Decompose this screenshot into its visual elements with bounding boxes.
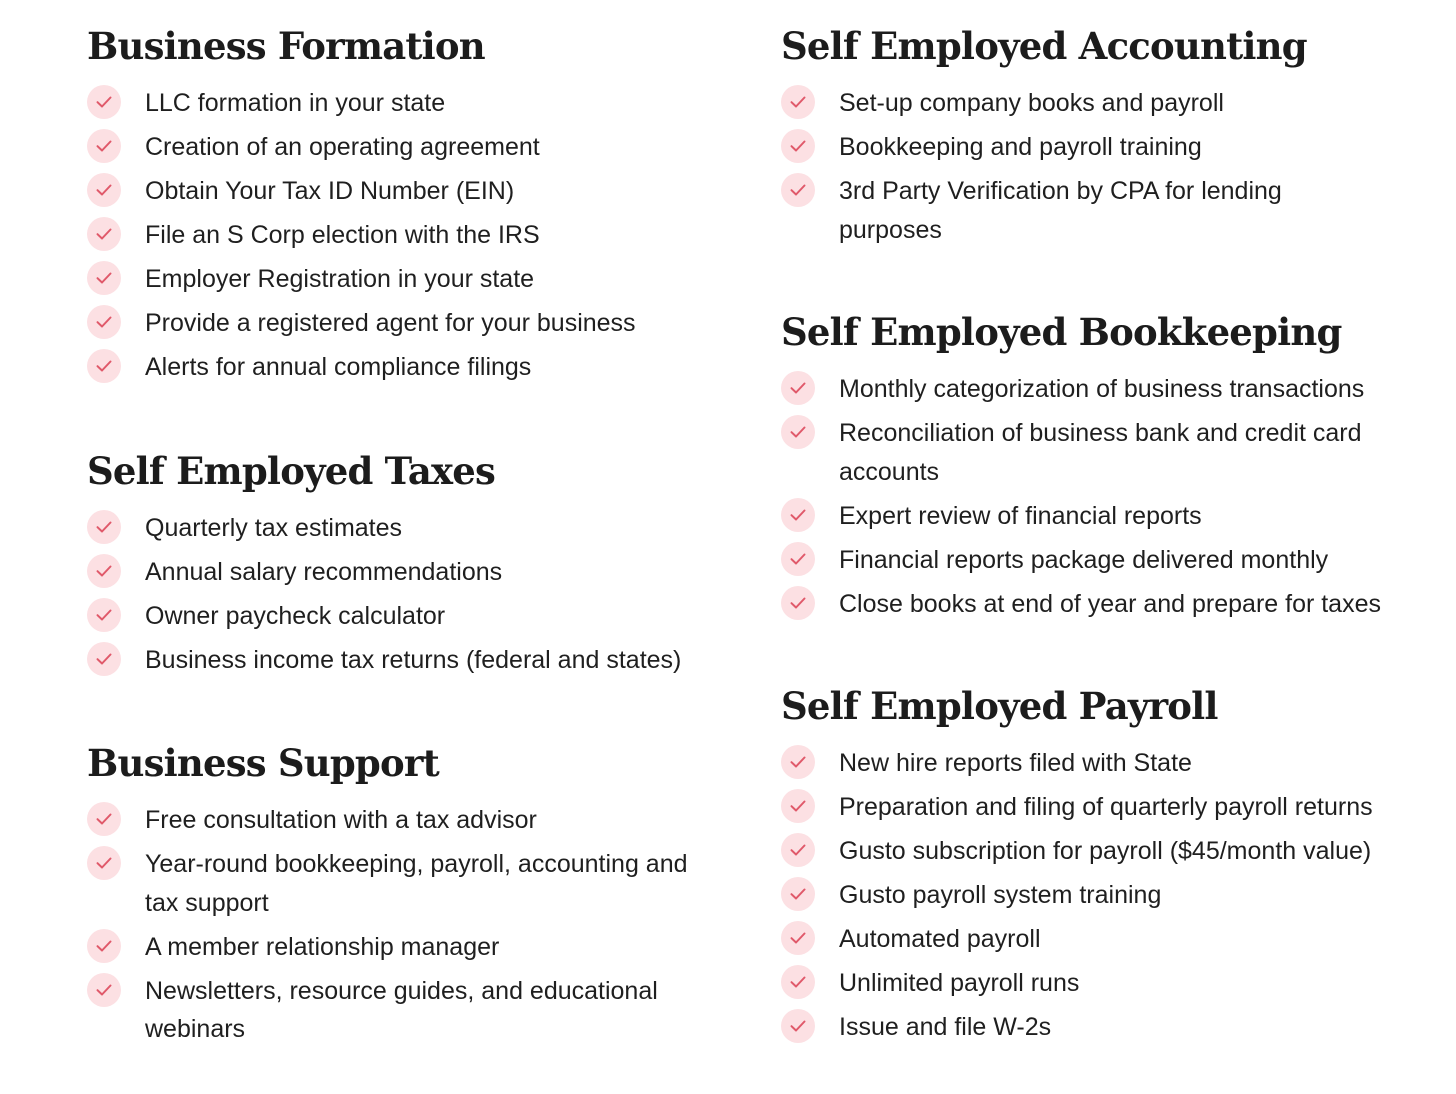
list-item (87, 801, 727, 840)
checkmark-icon (87, 305, 121, 339)
list-item (781, 128, 1381, 167)
feature-list (781, 84, 1381, 249)
list-item-label: Gusto subscription for payroll ($45/month value) (839, 837, 1372, 865)
checkmark-icon (87, 973, 121, 1007)
checkmark-icon (87, 846, 121, 880)
list-item-label: Owner paycheck calculator (145, 602, 446, 630)
list-item-label: Employer Registration in your state (145, 265, 535, 293)
feature-list (87, 84, 727, 387)
checkmark-icon (781, 542, 815, 576)
checkmark-icon (87, 261, 121, 295)
section-title: Self Employed Taxes (87, 449, 496, 493)
list-item-label: Bookkeeping and payroll training (839, 133, 1202, 161)
section-title: Business Formation (87, 24, 485, 68)
list-item-label: File an S Corp election with the IRS (145, 221, 540, 249)
checkmark-icon (87, 85, 121, 119)
list-item-label: Obtain Your Tax ID Number (EIN) (145, 177, 515, 205)
list-item-label: Automated payroll (839, 925, 1041, 953)
list-item (87, 348, 727, 387)
list-item-label: 3rd Party Verification by CPA for lending purposes (839, 177, 1282, 244)
list-item (781, 876, 1441, 915)
list-item (87, 597, 727, 636)
section-title: Self Employed Payroll (781, 684, 1218, 728)
checkmark-icon (781, 586, 815, 620)
list-item (87, 216, 727, 255)
feature-list (87, 509, 727, 680)
list-item (87, 845, 727, 922)
list-item (781, 964, 1441, 1003)
checkmark-icon (781, 415, 815, 449)
list-item-label: Preparation and filing of quarterly payroll returns (839, 793, 1373, 821)
feature-list (781, 370, 1441, 623)
list-item-label: Free consultation with a tax advisor (145, 806, 537, 834)
list-item-label: Newsletters, resource guides, and educational webinars (145, 976, 658, 1043)
section-self-employed-accounting (781, 22, 1381, 255)
list-item (87, 928, 727, 967)
section-self-employed-taxes (87, 447, 727, 685)
checkmark-icon (781, 173, 815, 207)
list-item (781, 541, 1441, 580)
list-item (781, 1008, 1441, 1047)
list-item-label: A member relationship manager (145, 932, 500, 961)
checkmark-icon (87, 129, 121, 163)
checkmark-icon (781, 965, 815, 999)
checkmark-icon (87, 642, 121, 676)
list-item-label: Provide a registered agent for your business (145, 309, 636, 337)
list-item-label: Monthly categorization of business transactions (839, 375, 1365, 403)
list-item-label: Year-round bookkeeping, payroll, accounting and tax support (145, 850, 688, 917)
list-item (781, 84, 1381, 123)
checkmark-icon (781, 789, 815, 823)
checkmark-icon (87, 349, 121, 383)
checkmark-icon (87, 217, 121, 251)
feature-list (87, 801, 727, 1049)
list-item-label: LLC formation in your state (145, 89, 446, 117)
list-item (87, 553, 727, 592)
list-item (781, 920, 1441, 959)
list-item (87, 641, 727, 680)
list-item (87, 509, 727, 548)
list-item (781, 370, 1441, 409)
list-item-label: Quarterly tax estimates (145, 514, 403, 542)
list-item-label: Set-up company books and payroll (839, 89, 1224, 117)
checkmark-icon (781, 1009, 815, 1043)
list-item (781, 744, 1441, 783)
checkmark-icon (781, 877, 815, 911)
checkmark-icon (781, 85, 815, 119)
list-item-label: Business income tax returns (federal and states) (145, 646, 682, 674)
list-item-label: Close books at end of year and prepare for taxes (839, 589, 1381, 618)
list-item (781, 585, 1441, 624)
list-item (87, 304, 727, 343)
checkmark-icon (87, 510, 121, 544)
checkmark-icon (781, 371, 815, 405)
section-title: Business Support (87, 741, 439, 785)
section-business-support (87, 739, 727, 1054)
feature-list (781, 744, 1441, 1047)
section-title: Self Employed Accounting (781, 24, 1307, 68)
list-item (781, 414, 1441, 491)
list-item-label: Reconciliation of business bank and credit card accounts (839, 419, 1362, 486)
checkmark-icon (781, 745, 815, 779)
checkmark-icon (781, 921, 815, 955)
list-item (781, 497, 1441, 536)
checkmark-icon (781, 129, 815, 163)
list-item (781, 788, 1441, 827)
checkmark-icon (87, 173, 121, 207)
list-item (87, 172, 727, 211)
section-self-employed-payroll (781, 682, 1441, 1052)
list-item-label: New hire reports filed with State (839, 749, 1192, 777)
list-item-label: Alerts for annual compliance filings (145, 353, 532, 381)
section-self-employed-bookkeeping (781, 308, 1441, 629)
list-item-label: Issue and file W-2s (839, 1013, 1052, 1041)
checkmark-icon (87, 554, 121, 588)
list-item-label: Creation of an operating agreement (145, 133, 540, 161)
section-title: Self Employed Bookkeeping (781, 310, 1342, 354)
list-item (87, 128, 727, 167)
checkmark-icon (781, 498, 815, 532)
list-item-label: Unlimited payroll runs (839, 969, 1080, 997)
list-item (781, 832, 1441, 871)
section-business-formation (87, 22, 727, 392)
list-item (781, 172, 1381, 249)
list-item (87, 972, 727, 1049)
checkmark-icon (87, 598, 121, 632)
list-item-label: Annual salary recommendations (145, 558, 503, 586)
list-item (87, 84, 727, 123)
checkmark-icon (781, 833, 815, 867)
list-item-label: Expert review of financial reports (839, 501, 1202, 530)
list-item-label: Financial reports package delivered monthly (839, 545, 1329, 574)
list-item (87, 260, 727, 299)
checkmark-icon (87, 929, 121, 963)
list-item-label: Gusto payroll system training (839, 881, 1162, 909)
checkmark-icon (87, 802, 121, 836)
